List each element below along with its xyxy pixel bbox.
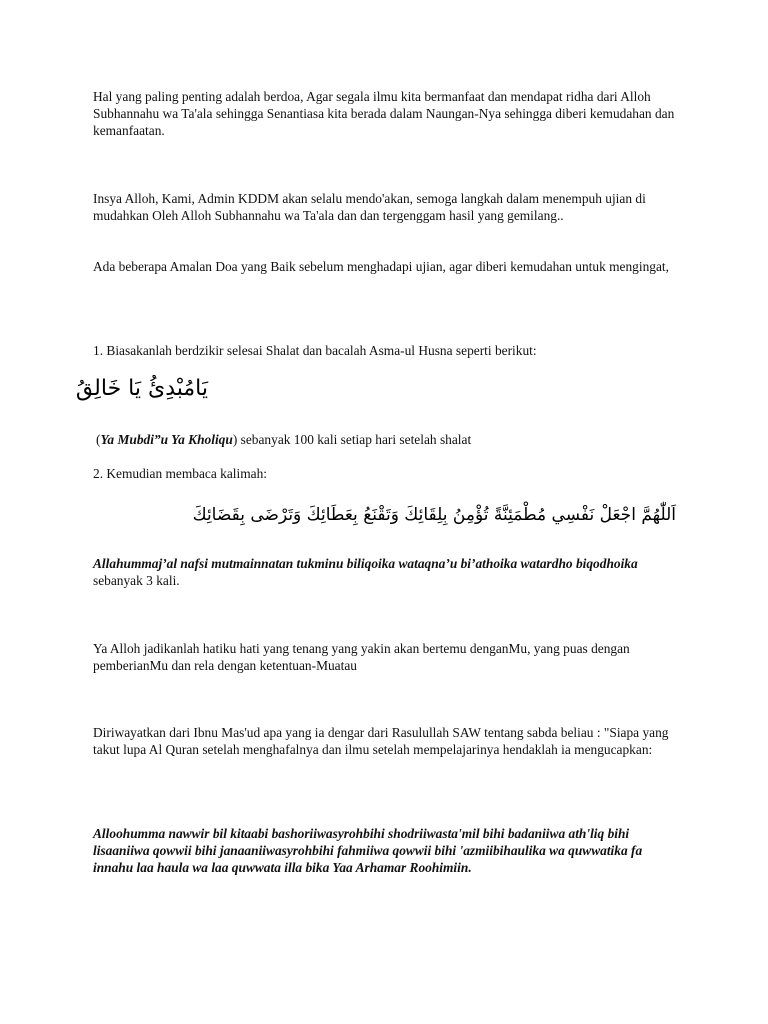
- transliteration-ya-mubdi: Ya Mubdi”u Ya Kholiqu: [100, 432, 233, 447]
- paren-open: (: [96, 432, 101, 447]
- paragraph-intro: Hal yang paling penting adalah berdoa, Agar segala ilmu kita bermanfaat dan mendapat ridha dari Alloh Subhannahu wa Ta'ala sehingga Senantiasa kita berada dalam Naungan-Nya sehingga diberi kemudahan dan kemanfaatan.: [93, 89, 675, 138]
- paragraph-step-2: 2. Kemudian membaca kalimah:: [93, 466, 268, 481]
- arabic-text-doa: اَللّٰهُمَّ اجْعَلْ نَفْسِي مُطْمَئِنَّةً تُؤْمِنُ بِلِقَائِكَ وَتَقْنَعُ بِعَطَائِكَ وَتَرْضَى بِقَضَائِكَ: [192, 505, 676, 525]
- transliteration-doa: Allahummaj’al nafsi mutmainnatan tukminu biliqoika wataqna’u bi’athoika watardho biqodhoika: [93, 556, 638, 571]
- paragraph-ya-mubdi: [96, 431, 686, 448]
- paragraph-admin-prayer: Insya Alloh, Kami, Admin KDDM akan selalu mendo'akan, semoga langkah dalam menempuh ujian di mudahkan Oleh Alloh Subhannahu wa Ta'ala dan dan tergenggam hasil yang gemilang..: [93, 191, 646, 223]
- paragraph-doa-transliteration: [93, 555, 673, 589]
- paragraph-hadith: Diriwayatkan dari Ibnu Mas'ud apa yang ia dengar dari Rasulullah SAW tentang sabda beliau : "Siapa yang takut lupa Al Quran setelah menghafalnya dan ilmu setelah mempelajarinya hendaklah ia mengucapkan:: [93, 725, 669, 757]
- paragraph-doa-meaning: Ya Alloh jadikanlah hatiku hati yang tenang yang yakin akan bertemu denganMu, yang puas dengan pemberianMu dan rela dengan ketentuan-Muatau: [93, 641, 630, 673]
- paragraph-amalan-intro: Ada beberapa Amalan Doa yang Baik sebelum menghadapi ujian, agar diberi kemudahan untuk mengingat,: [93, 259, 669, 274]
- arabic-text-asmaul-husna: يَامُبْدِئُ يَا خَالِقُ: [75, 376, 208, 401]
- repetition-note: ) sebanyak 100 kali setiap hari setelah shalat: [232, 432, 472, 447]
- paragraph-step-1: 1. Biasakanlah berdzikir selesai Shalat dan bacalah Asma-ul Husna seperti berikut:: [93, 343, 537, 358]
- paragraph-doa-quran: Alloohumma nawwir bil kitaabi bashoriiwasyrohbihi shodriiwasta'mil bihi badaniiwa ath'liq bihi lisaaniiwa qowwii bihi janaaniiwasyrohbihi fahmiiwa qowwii bihi 'azmiibihaulika wa quwwatika fa innahu laa haula wa laa quwwata illa bika Yaa Arhamar Roohimiin.: [93, 826, 643, 875]
- repetition-note-3x: sebanyak 3 kali.: [93, 573, 180, 588]
